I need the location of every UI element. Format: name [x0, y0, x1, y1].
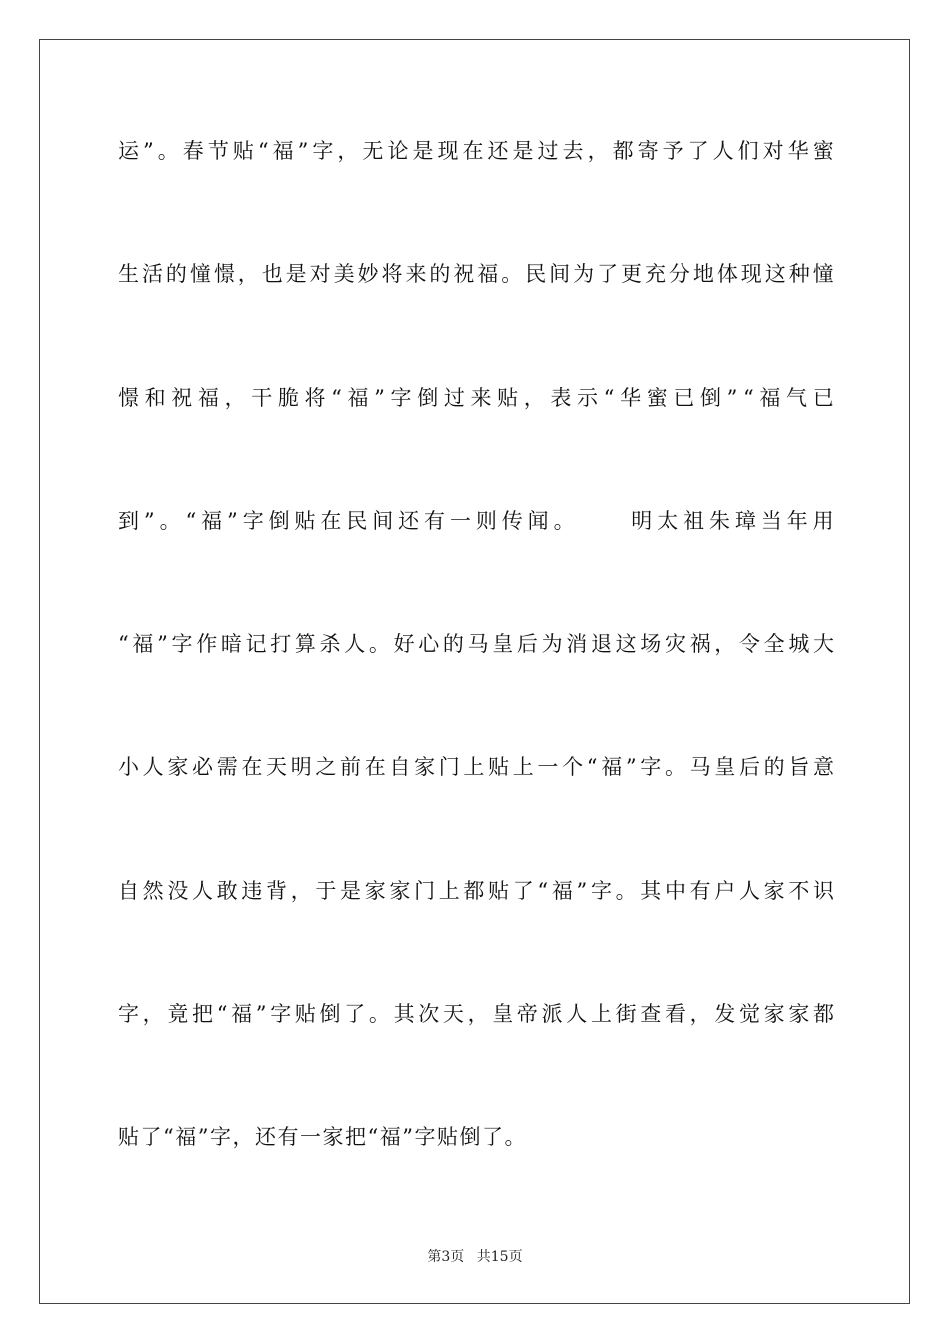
text-line: 字 ， 竟 把 “ 福 ” 字 贴 倒 了 。 其 次 天 ， 皇 帝 派 人 上 街 查 看 ， 发 觉 家 家 都 — [118, 1002, 834, 1027]
text-line: 自 然 没 人 敢 违 背 ， 于 是 家 家 门 上 都 贴 了 “ 福 ” 字 。 其 中 有 户 人 家 不 识 — [118, 878, 834, 903]
body-text — [118, 128, 834, 1238]
text-line: 到 ” 。 “ 福 ” 字 倒 贴 在 民 间 还 有 一 则 传 闻 。 明 太 祖 朱 璋 当 年 用 — [118, 508, 834, 533]
text-line: 生 活 的 憧 憬 ， 也 是 对 美 妙 将 来 的 祝 福 。 民 间 为 了 更 充 分 地 体 现 这 种 憧 — [118, 262, 834, 287]
text-line: 运 ” 。 春 节 贴 “ 福 ” 字 ， 无 论 是 现 在 还 是 过 去 ， 都 寄 予 了 人 们 对 华 蜜 — [118, 139, 834, 163]
page-total: 共15页 — [476, 1249, 523, 1265]
page-number: 第3页 — [427, 1249, 465, 1265]
page-footer — [0, 1246, 950, 1266]
text-line: 小 人 家 必 需 在 天 明 之 前 在 自 家 门 上 贴 上 一 个 “ 福 ” 字 。 马 皇 后 的 旨 意 — [118, 755, 834, 780]
text-line: “ 福 ” 字 作 暗 记 打 算 杀 人 。 好 心 的 马 皇 后 为 消 退 这 场 灾 祸 ， 令 全 城 大 — [118, 632, 834, 657]
text-line: 贴 了 “ 福 ” 字 ， 还 有 一 家 把 “ 福 ” 字 贴 倒 了 。 — [118, 1125, 527, 1150]
text-line: 憬 和 祝 福 ， 干 脆 将 “ 福 ” 字 倒 过 来 贴 ， 表 示 “ 华 蜜 已 倒 ” “ 福 气 已 — [118, 385, 834, 410]
